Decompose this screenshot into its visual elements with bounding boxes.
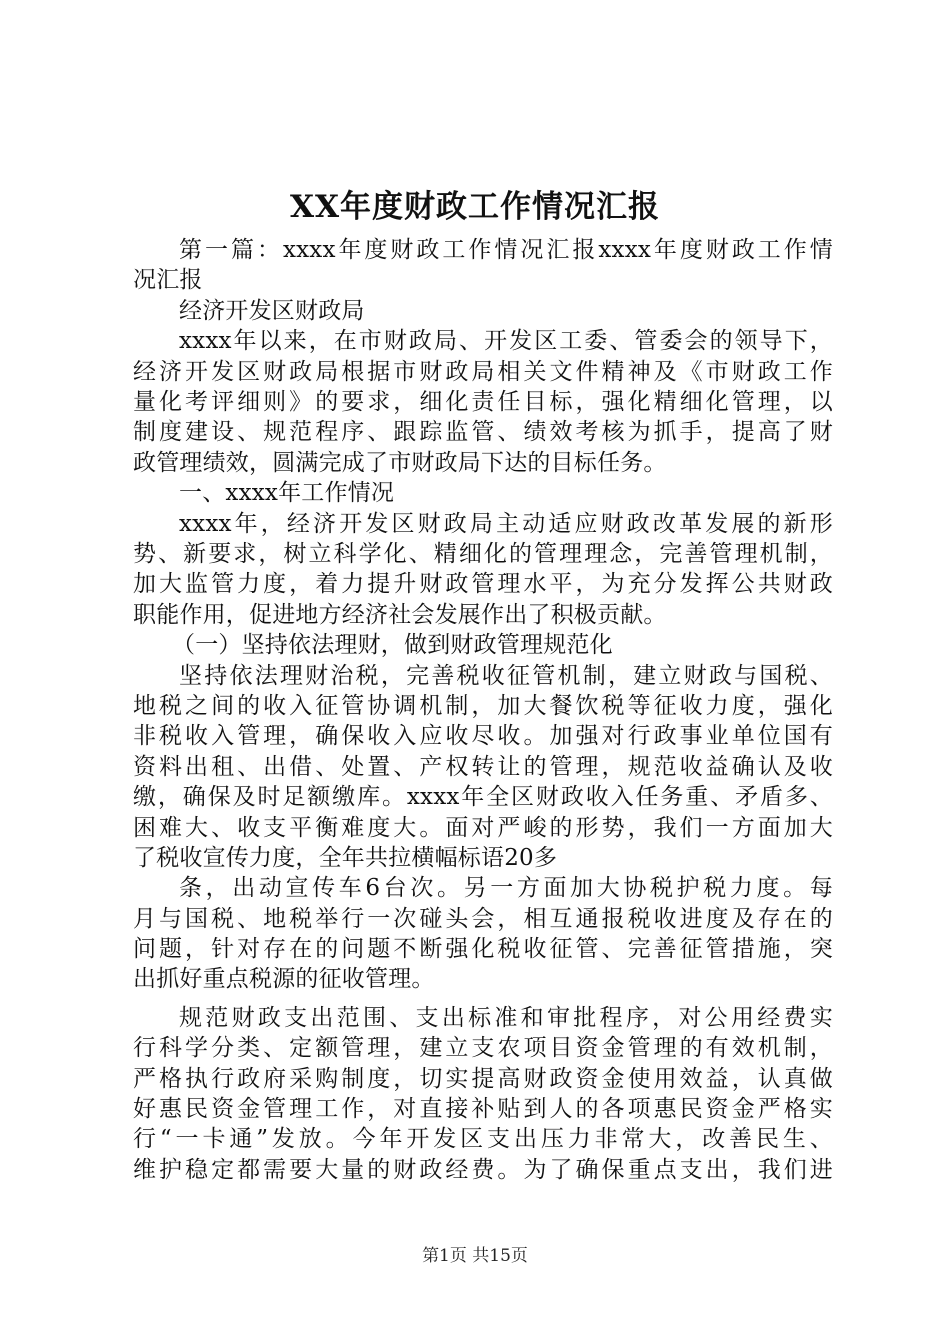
paragraph-line: 缴，确保及时足额缴库。xxxx年全区财政收入任务重、矛盾多、 xyxy=(133,784,833,811)
paragraph-line: 政管理绩效，圆满完成了市财政局下达的目标任务。 xyxy=(133,449,667,476)
paragraph-line: 行“一卡通”发放。今年开发区支出压力非常大，改善民生、 xyxy=(133,1126,833,1153)
paragraph-line: 加大监管力度，着力提升财政管理水平，为充分发挥公共财政 xyxy=(133,571,833,598)
document-title: XX年度财政工作情况汇报 xyxy=(289,189,661,225)
paragraph-line: xxxx年，经济开发区财政局主动适应财政改革发展的新形 xyxy=(179,510,833,537)
paragraph-line: 势、新要求，树立科学化、精细化的管理理念，完善管理机制， xyxy=(133,540,833,567)
paragraph-line: 维护稳定都需要大量的财政经费。为了确保重点支出，我们进 xyxy=(133,1156,833,1183)
paragraph-line: 经济开发区财政局 xyxy=(179,297,365,324)
paragraph-line: 了税收宣传力度，全年共拉横幅标语20多 xyxy=(133,844,558,871)
page-number-footer: 第1页 共15页 xyxy=(422,1246,528,1266)
section-heading: 一、xxxx年工作情况 xyxy=(179,480,395,507)
paragraph-line: 条，出动宣传车6台次。另一方面加大协税护税力度。每 xyxy=(179,875,833,902)
paragraph-line: 坚持依法理财治税，完善税收征管机制，建立财政与国税、 xyxy=(179,662,833,689)
paragraph-line: 量化考评细则》的要求，细化责任目标，强化精细化管理，以 xyxy=(133,388,833,415)
paragraph-line: 行科学分类、定额管理，建立支农项目资金管理的有效机制， xyxy=(133,1035,833,1062)
paragraph-line: 问题，针对存在的问题不断强化税收征管、完善征管措施，突 xyxy=(133,936,833,963)
paragraph-line: 规范财政支出范围、支出标准和审批程序，对公用经费实 xyxy=(179,1004,833,1031)
paragraph-line: 经济开发区财政局根据市财政局相关文件精神及《市财政工作 xyxy=(133,358,833,385)
paragraph-line: 非税收入管理，确保收入应收尽收。加强对行政事业单位国有 xyxy=(133,723,833,750)
paragraph-line: 出抓好重点税源的征收管理。 xyxy=(133,966,435,993)
document-body xyxy=(133,235,833,1185)
paragraph-line: 况汇报 xyxy=(133,267,203,294)
paragraph-line: xxxx年以来，在市财政局、开发区工委、管委会的领导下， xyxy=(179,328,833,355)
paragraph-line: 月与国税、地税举行一次碰头会，相互通报税收进度及存在的 xyxy=(133,905,833,932)
paragraph-line: 资料出租、出借、处置、产权转让的管理，规范收益确认及收 xyxy=(133,753,833,780)
paragraph-spacer xyxy=(133,995,833,1003)
paragraph-line: 好惠民资金管理工作，对直接补贴到人的各项惠民资金严格实 xyxy=(133,1096,833,1123)
paragraph-line: 第一篇：xxxx年度财政工作情况汇报xxxx年度财政工作情 xyxy=(179,237,833,263)
paragraph-line: 制度建设、规范程序、跟踪监管、绩效考核为抓手，提高了财 xyxy=(133,419,833,446)
paragraph-line: 困难大、收支平衡难度大。面对严峻的形势，我们一方面加大 xyxy=(133,814,833,841)
paragraph-line: 严格执行政府采购制度，切实提高财政资金使用效益，认真做 xyxy=(133,1065,833,1092)
paragraph-line: 职能作用，促进地方经济社会发展作出了积极贡献。 xyxy=(133,601,667,628)
paragraph-line: 地税之间的收入征管协调机制，加大餐饮税等征收力度，强化 xyxy=(133,692,833,719)
subsection-heading: （一）坚持依法理财，做到财政管理规范化 xyxy=(172,632,613,659)
